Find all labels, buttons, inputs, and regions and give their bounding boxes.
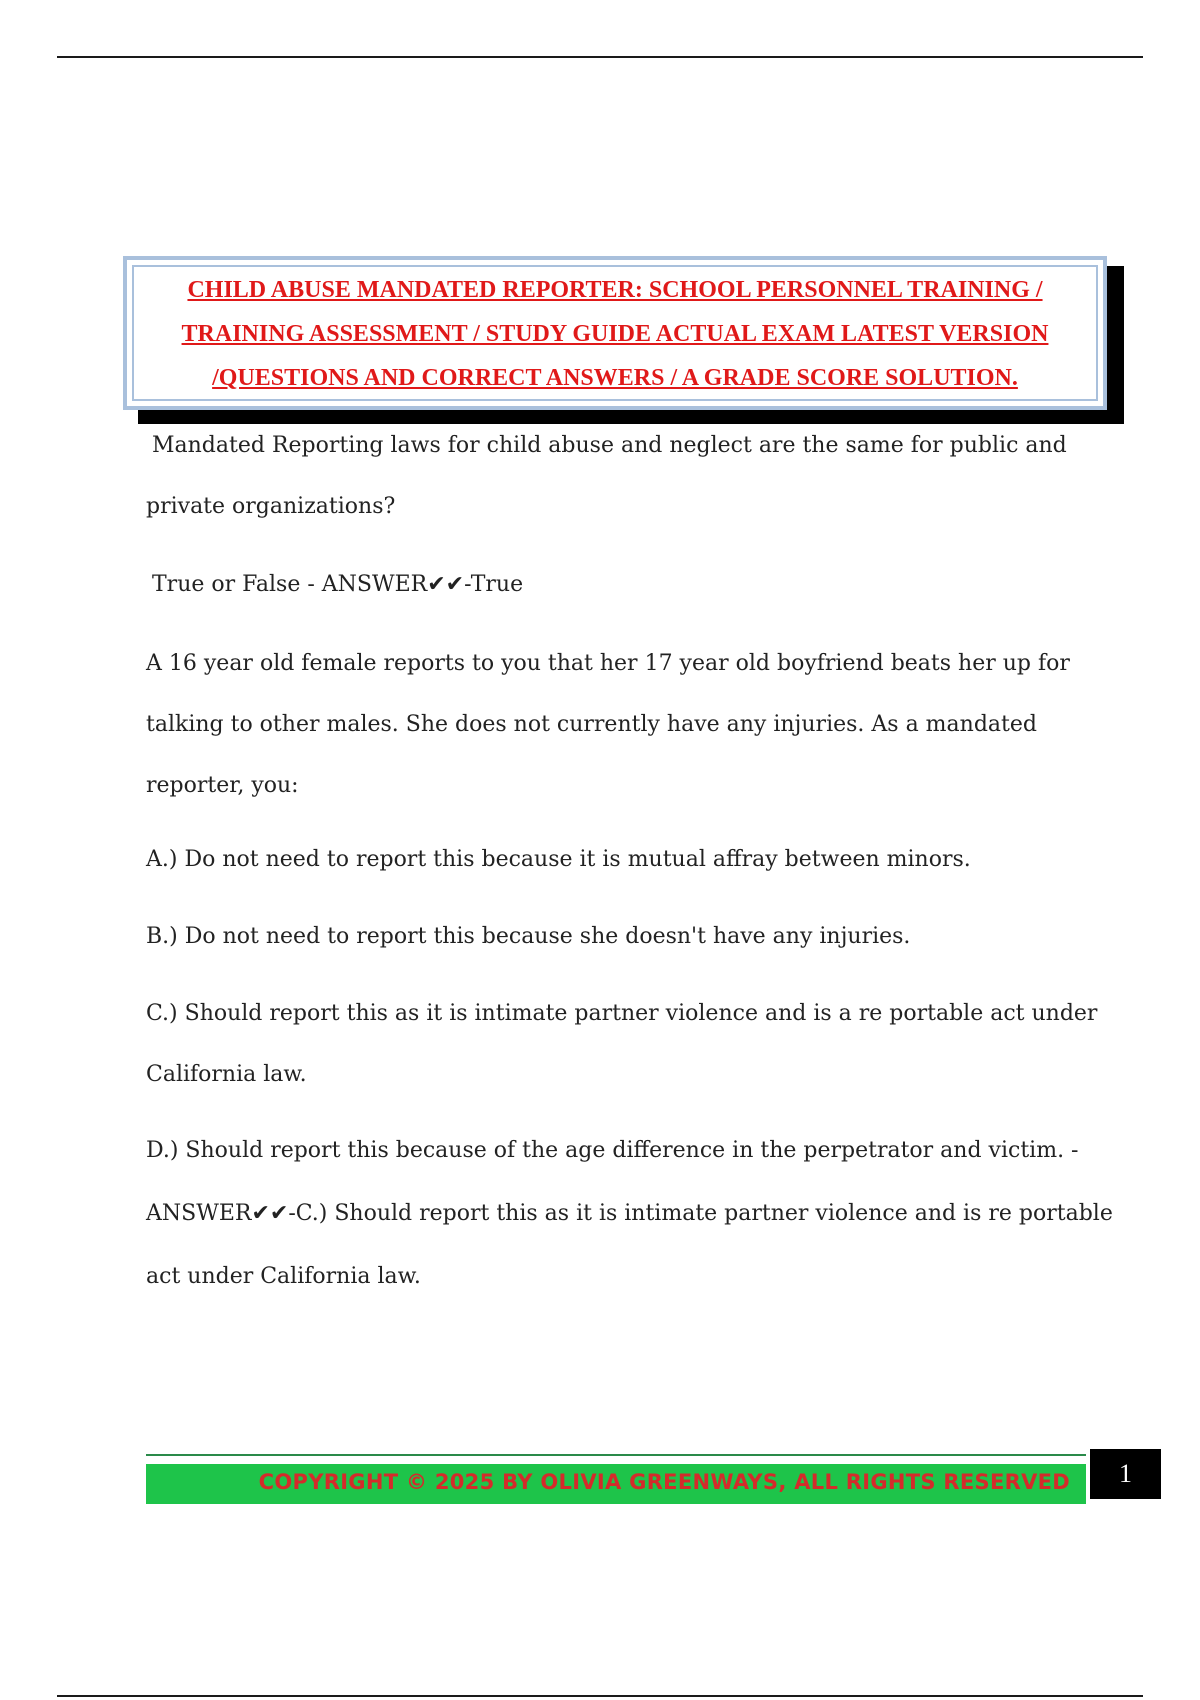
option-d-line-1: D.) Should report this because of the age difference in the perpetrator and victim. - (146, 1138, 1079, 1163)
title-line-2: TRAINING ASSESSMENT / STUDY GUIDE ACTUAL EXAM LATEST VERSION (181, 321, 1049, 347)
page-number: 1 (1090, 1449, 1161, 1499)
title-line-1: CHILD ABUSE MANDATED REPORTER: SCHOOL PERSONNEL TRAINING / (187, 277, 1043, 303)
copyright-notice: COPYRIGHT © 2025 BY OLIVIA GREENWAYS, ALL RIGHTS RESERVED (258, 1470, 1070, 1494)
option-a: A.) Do not need to report this because it is mutual affray between minors. (146, 847, 971, 872)
footer-band (146, 1464, 1086, 1504)
option-b: B.) Do not need to report this because she doesn't have any injuries. (146, 924, 911, 949)
title-line-3: /QUESTIONS AND CORRECT ANSWERS / A GRADE SCORE SOLUTION. (212, 365, 1018, 391)
option-c-line-2: California law. (146, 1062, 307, 1087)
question-2-answer-line-1: ANSWER✔✔-C.) Should report this as it is intimate partner violence and is re portable (146, 1201, 1113, 1226)
question-2-line-3: reporter, you: (146, 773, 299, 798)
top-rule (57, 56, 1143, 58)
question-2-line-2: talking to other males. She does not currently have any injuries. As a mandated (146, 712, 1037, 737)
title-box (123, 256, 1107, 410)
question-1-answer: True or False - ANSWER✔✔-True (152, 572, 524, 597)
footer-rule (146, 1454, 1086, 1456)
question-2-line-1: A 16 year old female reports to you that her 17 year old boyfriend beats her up for (146, 651, 1070, 676)
bottom-rule (57, 1695, 1143, 1697)
option-c-line-1: C.) Should report this as it is intimate partner violence and is a re portable act under (146, 1001, 1098, 1026)
question-2-answer-line-2: act under California law. (146, 1264, 421, 1289)
document-title (127, 268, 1103, 400)
question-1-line-1: Mandated Reporting laws for child abuse and neglect are the same for public and (152, 433, 1067, 458)
question-1-line-2: private organizations? (146, 494, 396, 519)
